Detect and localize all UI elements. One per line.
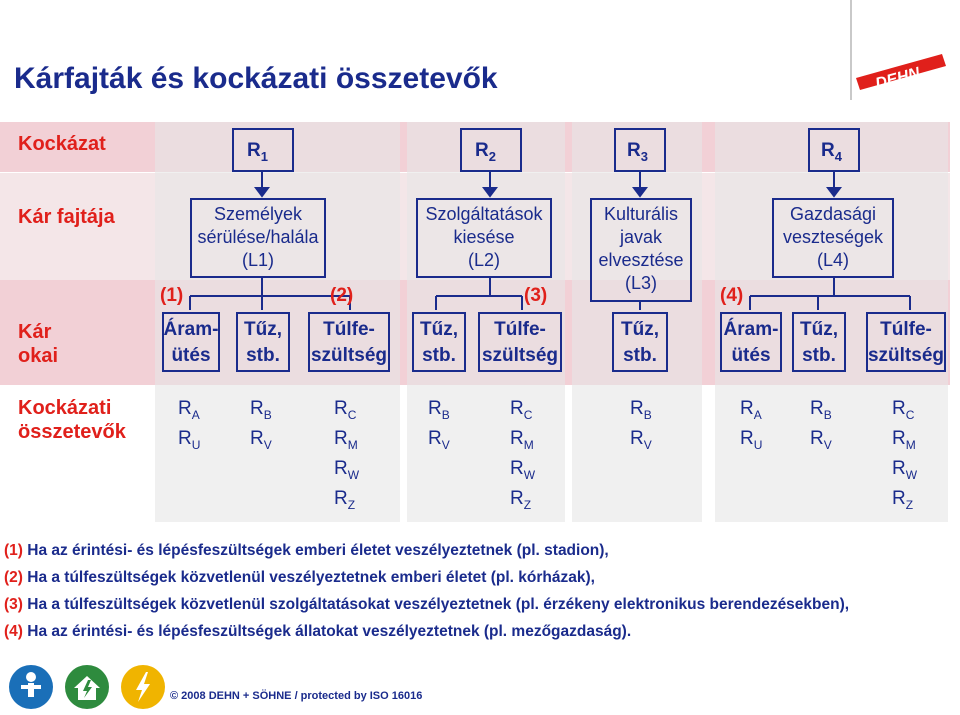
cause-r2-tulfesz-1: Túlfe- (494, 319, 546, 340)
cause-r1-aramutes-1: Áram- (163, 319, 219, 340)
paren-3: (3) (524, 285, 548, 306)
row-label-kar-fajtaja: Kár fajtája (18, 206, 115, 228)
loss-l3-line1: Kulturális (603, 204, 679, 224)
component-r4-rm: $R_M$ (892, 428, 916, 452)
component-r2-rb: $R_B$ (428, 398, 450, 422)
cause-r3-tuz-2: stb. (623, 345, 657, 366)
footnote-4: (4) Ha az érintési- és lépésfeszültségek állatokat veszélyeztetnek (pl. mezőgazdaság). (4, 623, 632, 640)
loss-l4-line2: veszteségek (782, 227, 884, 247)
component-r2-rc: $R_C$ (510, 398, 533, 422)
loss-l2-line2: kiesése (453, 227, 515, 247)
loss-l3-line2: javak (619, 227, 663, 247)
component-r4-rc: $R_C$ (892, 398, 915, 422)
risk-label-r4: $R_4$ (821, 140, 842, 164)
component-r2-rv: $R_V$ (428, 428, 450, 452)
loss-l3-line4: (L3) (624, 273, 657, 293)
lightning-fire-icon (120, 664, 166, 710)
cause-r4-aramutes-1: Áram- (723, 319, 779, 340)
page-title: Kárfajták és kockázati összetevők (14, 62, 498, 95)
risk-label-r1: $R_1$ (247, 140, 268, 164)
risk-label-r3: $R_3$ (627, 140, 648, 164)
paren-2: (2) (330, 285, 354, 306)
loss-l3-line3: elvesztése (598, 250, 684, 270)
cause-r2-tuz-1: Tűz, (420, 319, 458, 340)
cause-r2-tuz-2: stb. (422, 345, 456, 366)
cause-r1-tuz-1: Tűz, (244, 319, 282, 340)
component-r2-rm: $R_M$ (510, 428, 534, 452)
component-r4-ra: $R_A$ (740, 398, 762, 422)
component-r4-rz: $R_Z$ (892, 488, 914, 512)
component-r1-rv: $R_V$ (250, 428, 272, 452)
loss-l4-line1: Gazdasági (789, 204, 877, 224)
row-label-osszetevok-1: Kockázati (18, 397, 112, 419)
component-r4-rw: $R_W$ (892, 458, 918, 482)
cause-r1-tulfesz-1: Túlfe- (323, 319, 375, 340)
person-shield-icon (8, 664, 54, 710)
loss-l2-line3: (L2) (467, 250, 500, 270)
component-r2-rw: $R_W$ (510, 458, 536, 482)
component-r4-rv: $R_V$ (810, 428, 832, 452)
cause-r4-tuz-1: Tűz, (800, 319, 838, 340)
cause-r4-aramutes-2: ütés (731, 345, 771, 366)
paren-4: (4) (720, 285, 744, 306)
cause-r3-tuz-1: Tűz, (621, 319, 659, 340)
component-r4-ru: $R_U$ (740, 428, 763, 452)
paren-1: (1) (160, 285, 184, 306)
footnote-3: (3) Ha a túlfeszültségek közvetlenül szolgáltatásokat veszélyeztetnek (pl. érzékeny elektronikus berendezésekben), (4, 596, 850, 613)
component-r2-rz: $R_Z$ (510, 488, 532, 512)
row-label-kar-okai-2: okai (18, 345, 59, 367)
row-label-kockazat: Kockázat (18, 133, 106, 155)
copyright-notice: © 2008 DEHN + SÖHNE / protected by ISO 16016 (170, 690, 423, 702)
component-r3-rv: $R_V$ (630, 428, 652, 452)
loss-l1-line2: sérülése/halála (197, 227, 319, 247)
lightning-house-icon (64, 664, 110, 710)
component-r1-ra: $R_A$ (178, 398, 200, 422)
component-r1-rw: $R_W$ (334, 458, 360, 482)
component-r1-ru: $R_U$ (178, 428, 201, 452)
component-r3-rb: $R_B$ (630, 398, 652, 422)
loss-l1-line1: Személyek (213, 204, 303, 224)
loss-l1-line3: (L1) (241, 250, 274, 270)
component-r1-rm: $R_M$ (334, 428, 358, 452)
cause-r1-tulfesz-2: szültség (310, 345, 388, 366)
component-r4-rb: $R_B$ (810, 398, 832, 422)
cause-r2-tulfesz-2: szültség (481, 345, 559, 366)
loss-l2-line1: Szolgáltatások (425, 204, 543, 224)
svg-text:DEHN: DEHN (873, 64, 922, 93)
footnote-2: (2) Ha a túlfeszültségek közvetlenül veszélyeztetnek emberi életet (pl. kórházak), (4, 569, 595, 586)
cause-r1-tuz-2: stb. (246, 345, 280, 366)
risk-label-r2: $R_2$ (475, 140, 496, 164)
cause-r4-tulfesz-1: Túlfe- (880, 319, 932, 340)
row-label-kar-okai-1: Kár (18, 321, 52, 343)
component-r1-rb: $R_B$ (250, 398, 272, 422)
cause-r4-tulfesz-2: szültség (867, 345, 945, 366)
footnote-1: (1) Ha az érintési- és lépésfeszültségek emberi életet veszélyeztetnek (pl. stadion), (4, 542, 609, 559)
cause-r4-tuz-2: stb. (802, 345, 836, 366)
component-r1-rz: $R_Z$ (334, 488, 356, 512)
cause-r1-aramutes-2: ütés (171, 345, 211, 366)
loss-l4-line3: (L4) (816, 250, 849, 270)
component-r1-rc: $R_C$ (334, 398, 357, 422)
row-label-osszetevok-2: összetevők (18, 421, 126, 443)
